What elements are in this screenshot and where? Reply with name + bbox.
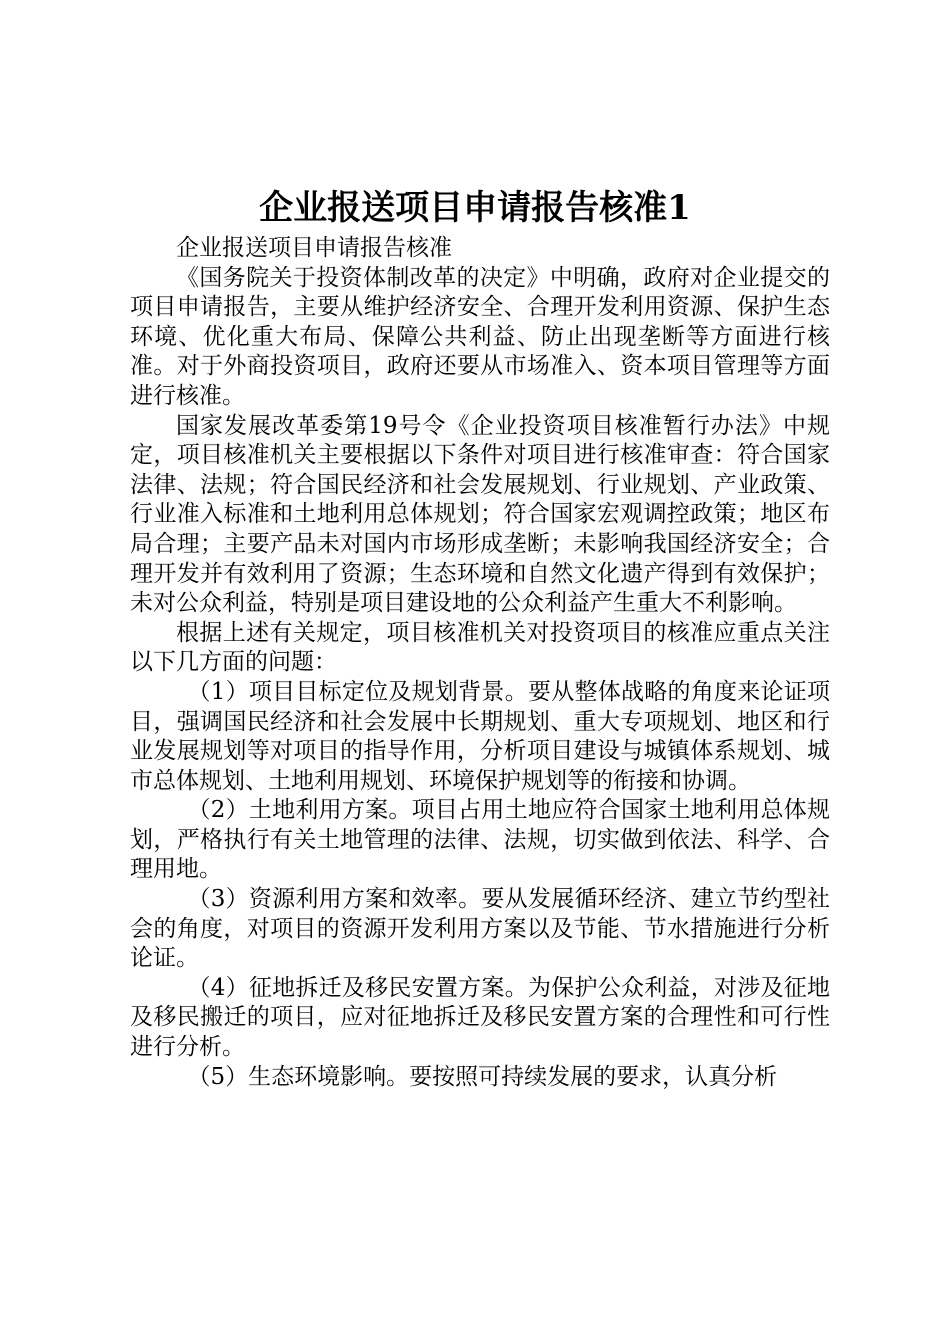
list-item-resource-efficiency: （3）资源利用方案和效率。要从发展循环经济、建立节约型社会的角度，对项目的资源开发利用方案以及节能、节水措施进行分析论证。	[130, 886, 830, 972]
paragraph-subtitle: 企业报送项目申请报告核准	[176, 235, 452, 261]
list-item-ecological-impact: （5）生态环境影响。要按照可持续发展的要求，认真分析	[187, 1063, 778, 1090]
paragraph-key-concerns: 根据上述有关规定，项目核准机关对投资项目的核准应重点关注以下几方面的问题：	[130, 619, 830, 676]
list-item-land-use: （2）土地利用方案。项目占用土地应符合国家土地利用总体规划，严格执行有关土地管理的法律、法规，切实做到依法、科学、合理用地。	[130, 797, 830, 883]
document-title: 企业报送项目申请报告核准1	[259, 188, 691, 228]
list-item-planning-background: （1）项目目标定位及规划背景。要从整体战略的角度来论证项目，强调国民经济和社会发展中长期规划、重大专项规划、地区和行业发展规划等对项目的指导作用，分析项目建设与城镇体系规划、城市总体规划、土地利用规划、环境保护规划等的衔接和协调。	[130, 678, 830, 794]
document-body	[130, 234, 830, 1092]
list-item-resettlement: （4）征地拆迁及移民安置方案。为保护公众利益，对涉及征地及移民搬迁的项目，应对征地拆迁及移民安置方案的合理性和可行性进行分析。	[130, 974, 830, 1061]
paragraph-order-19-conditions: 国家发展改革委第19号令《企业投资项目核准暂行办法》中规定，项目核准机关主要根据以下条件对项目进行核准审查：符合国家法律、法规；符合国民经济和社会发展规划、行业规划、产业政策、行业准入标准和土地利用总体规划；符合国家宏观调控政策；地区布局合理；主要产品未对国内市场形成垄断；未影响我国经济安全；合理开发并有效利用了资源；生态环境和自然文化遗产得到有效保护；未对公众利益，特别是项目建设地的公众利益产生重大不利影响。	[130, 412, 830, 617]
paragraph-state-council-decision: 《国务院关于投资体制改革的决定》中明确，政府对企业提交的项目申请报告，主要从维护经济安全、合理开发利用资源、保护生态环境、优化重大布局、保障公共利益、防止出现垄断等方面进行核准。对于外商投资项目，政府还要从市场准入、资本项目管理等方面进行核准。	[130, 264, 830, 409]
